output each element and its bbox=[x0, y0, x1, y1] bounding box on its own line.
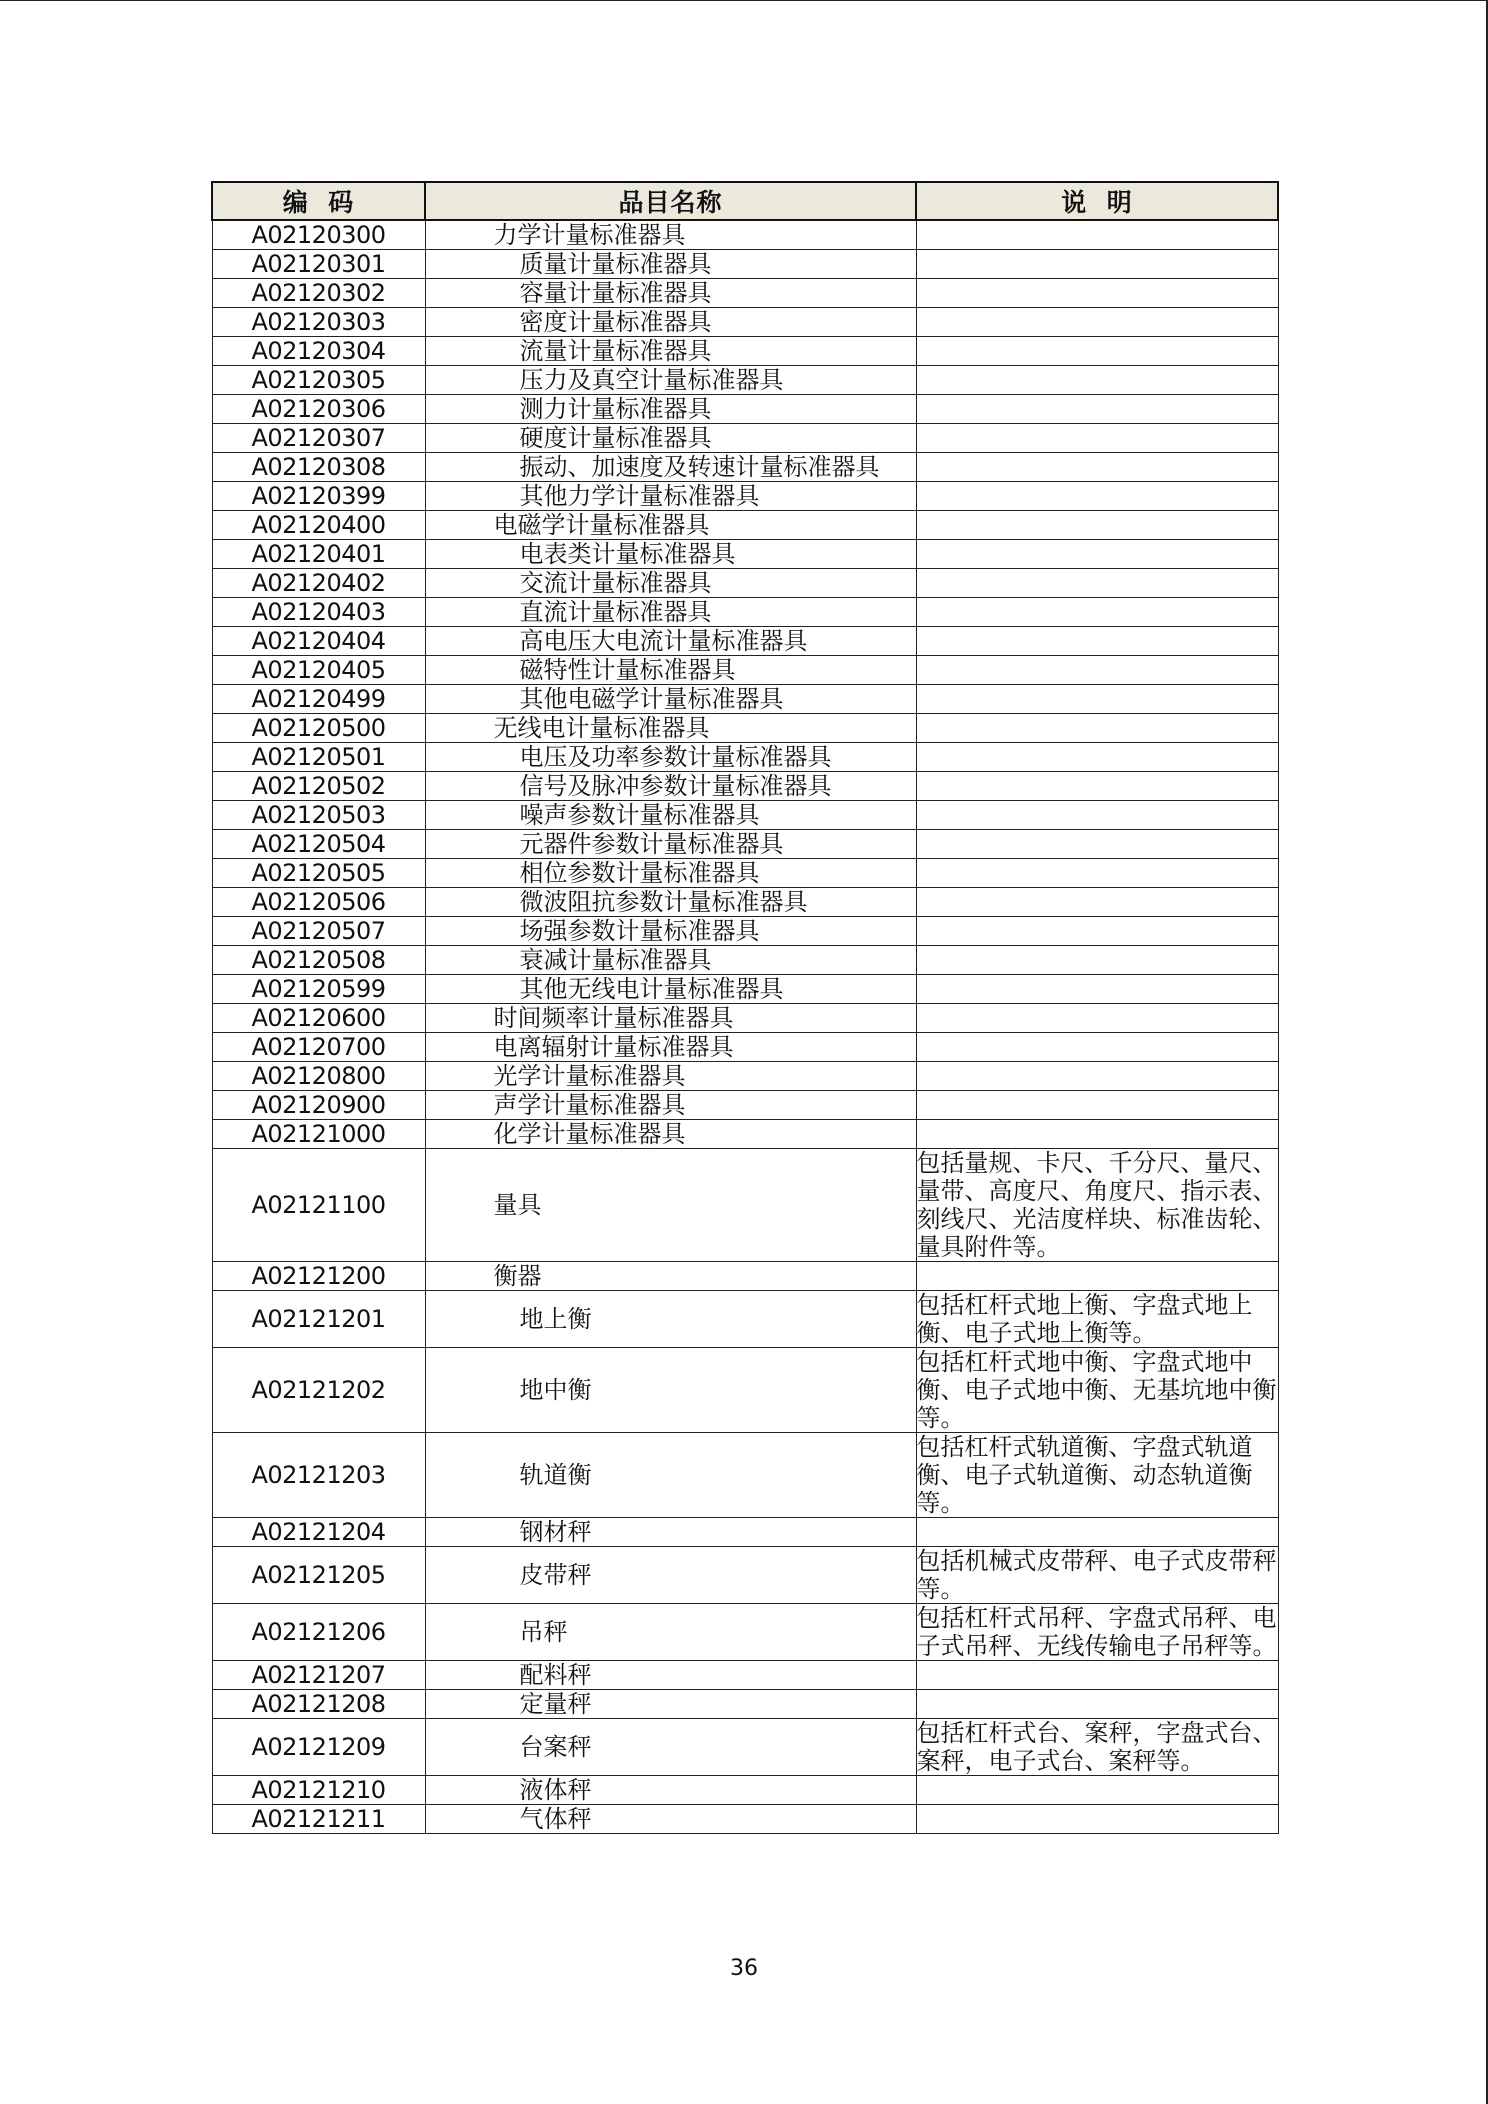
cell-name: 高电压大电流计量标准器具 bbox=[425, 627, 916, 656]
cell-name: 其他电磁学计量标准器具 bbox=[425, 685, 916, 714]
cell-name: 电表类计量标准器具 bbox=[425, 540, 916, 569]
cell-name: 无线电计量标准器具 bbox=[425, 714, 916, 743]
cell-name: 皮带秤 bbox=[425, 1547, 916, 1604]
cell-code: A02120303 bbox=[212, 308, 425, 337]
cell-desc bbox=[916, 917, 1278, 946]
table-row bbox=[212, 627, 1278, 656]
cell-name: 交流计量标准器具 bbox=[425, 569, 916, 598]
table-row bbox=[212, 1348, 1278, 1433]
table-row bbox=[212, 1149, 1278, 1262]
cell-desc bbox=[916, 569, 1278, 598]
header-code: 编 码 bbox=[212, 182, 425, 220]
cell-name: 其他力学计量标准器具 bbox=[425, 482, 916, 511]
cell-code: A02120502 bbox=[212, 772, 425, 801]
cell-desc: 包括机械式皮带秤、电子式皮带秤等。 bbox=[916, 1547, 1277, 1603]
cell-desc bbox=[916, 366, 1278, 395]
cell-name: 时间频率计量标准器具 bbox=[425, 1004, 916, 1033]
cell-name: 轨道衡 bbox=[425, 1433, 916, 1518]
cell-name: 信号及脉冲参数计量标准器具 bbox=[425, 772, 916, 801]
cell-code: A02120900 bbox=[212, 1091, 425, 1120]
cell-code: A02120499 bbox=[212, 685, 425, 714]
cell-desc: 包括杠杆式台、案秤，字盘式台、案秤，电子式台、案秤等。 bbox=[916, 1719, 1277, 1775]
cell-desc bbox=[916, 1518, 1278, 1547]
cell-desc bbox=[916, 511, 1278, 540]
table-row bbox=[212, 714, 1278, 743]
cell-name: 微波阻抗参数计量标准器具 bbox=[425, 888, 916, 917]
cell-name: 台案秤 bbox=[425, 1719, 916, 1776]
cell-desc bbox=[916, 453, 1278, 482]
cell-code: A02120300 bbox=[212, 220, 425, 250]
table-row bbox=[212, 1547, 1278, 1604]
cell-name: 密度计量标准器具 bbox=[425, 308, 916, 337]
cell-desc bbox=[916, 1120, 1278, 1149]
cell-code: A02120307 bbox=[212, 424, 425, 453]
cell-name: 量具 bbox=[425, 1149, 916, 1262]
cell-name: 压力及真空计量标准器具 bbox=[425, 366, 916, 395]
cell-code: A02121201 bbox=[212, 1291, 425, 1348]
table-row bbox=[212, 540, 1278, 569]
cell-code: A02120508 bbox=[212, 946, 425, 975]
table-row bbox=[212, 511, 1278, 540]
table-row bbox=[212, 453, 1278, 482]
cell-code: A02121204 bbox=[212, 1518, 425, 1547]
cell-desc bbox=[916, 1004, 1278, 1033]
cell-code: A02120301 bbox=[212, 250, 425, 279]
cell-desc bbox=[916, 1661, 1278, 1690]
table-row bbox=[212, 1120, 1278, 1149]
table-row bbox=[212, 772, 1278, 801]
table-row bbox=[212, 1690, 1278, 1719]
cell-name: 吊秤 bbox=[425, 1604, 916, 1661]
cell-desc bbox=[916, 598, 1278, 627]
cell-code: A02120404 bbox=[212, 627, 425, 656]
cell-code: A02120402 bbox=[212, 569, 425, 598]
table-row bbox=[212, 1604, 1278, 1661]
cell-desc bbox=[916, 1033, 1278, 1062]
cell-name: 配料秤 bbox=[425, 1661, 916, 1690]
cell-name: 地上衡 bbox=[425, 1291, 916, 1348]
cell-code: A02121202 bbox=[212, 1348, 425, 1433]
cell-desc: 包括杠杆式地中衡、字盘式地中衡、电子式地中衡、无基坑地中衡等。 bbox=[916, 1348, 1277, 1432]
cell-desc bbox=[916, 279, 1278, 308]
table-row bbox=[212, 1062, 1278, 1091]
cell-desc bbox=[916, 888, 1278, 917]
cell-desc: 包括杠杆式地上衡、字盘式地上衡、电子式地上衡等。 bbox=[916, 1291, 1278, 1348]
cell-desc bbox=[916, 395, 1278, 424]
cell-desc bbox=[916, 714, 1278, 743]
cell-name: 液体秤 bbox=[425, 1776, 916, 1805]
table-row bbox=[212, 250, 1278, 279]
cell-name: 地中衡 bbox=[425, 1348, 916, 1433]
cell-name: 其他无线电计量标准器具 bbox=[425, 975, 916, 1004]
cell-code: A02120505 bbox=[212, 859, 425, 888]
cell-name: 质量计量标准器具 bbox=[425, 250, 916, 279]
cell-name: 噪声参数计量标准器具 bbox=[425, 801, 916, 830]
cell-desc bbox=[916, 946, 1278, 975]
table-row bbox=[212, 888, 1278, 917]
table-row bbox=[212, 1719, 1278, 1776]
cell-code: A02121100 bbox=[212, 1149, 425, 1262]
cell-desc bbox=[916, 656, 1278, 685]
cell-desc bbox=[916, 337, 1278, 366]
cell-code: A02120302 bbox=[212, 279, 425, 308]
cell-desc bbox=[916, 1805, 1278, 1834]
cell-desc bbox=[916, 859, 1278, 888]
cell-name: 直流计量标准器具 bbox=[425, 598, 916, 627]
table-row bbox=[212, 1033, 1278, 1062]
table-row bbox=[212, 1004, 1278, 1033]
table-row bbox=[212, 308, 1278, 337]
cell-name: 气体秤 bbox=[425, 1805, 916, 1834]
table-row bbox=[212, 1805, 1278, 1834]
table-row bbox=[212, 685, 1278, 714]
cell-desc bbox=[916, 1690, 1278, 1719]
cell-desc bbox=[916, 830, 1278, 859]
cell-code: A02121203 bbox=[212, 1433, 425, 1518]
table-row bbox=[212, 1291, 1278, 1348]
cell-desc bbox=[916, 540, 1278, 569]
cell-name: 声学计量标准器具 bbox=[425, 1091, 916, 1120]
cell-code: A02120305 bbox=[212, 366, 425, 395]
cell-name: 磁特性计量标准器具 bbox=[425, 656, 916, 685]
cell-code: A02120405 bbox=[212, 656, 425, 685]
cell-code: A02120507 bbox=[212, 917, 425, 946]
table-row bbox=[212, 1262, 1278, 1291]
cell-code: A02121210 bbox=[212, 1776, 425, 1805]
cell-code: A02120401 bbox=[212, 540, 425, 569]
table-row bbox=[212, 569, 1278, 598]
table-row bbox=[212, 366, 1278, 395]
cell-code: A02120500 bbox=[212, 714, 425, 743]
cell-desc bbox=[916, 743, 1278, 772]
cell-code: A02121205 bbox=[212, 1547, 425, 1604]
table-row bbox=[212, 830, 1278, 859]
table-row bbox=[212, 482, 1278, 511]
cell-name: 定量秤 bbox=[425, 1690, 916, 1719]
cell-name: 电磁学计量标准器具 bbox=[425, 511, 916, 540]
cell-code: A02120308 bbox=[212, 453, 425, 482]
table-row bbox=[212, 1433, 1278, 1518]
table-row bbox=[212, 656, 1278, 685]
cell-code: A02120599 bbox=[212, 975, 425, 1004]
cell-desc: 包括杠杆式吊秤、字盘式吊秤、电子式吊秤、无线传输电子吊秤等。 bbox=[916, 1604, 1277, 1660]
table-row bbox=[212, 1661, 1278, 1690]
cell-desc bbox=[916, 220, 1278, 250]
cell-code: A02120503 bbox=[212, 801, 425, 830]
cell-desc bbox=[916, 1262, 1278, 1291]
header-name: 品目名称 bbox=[425, 182, 916, 220]
cell-desc bbox=[916, 685, 1278, 714]
table-row bbox=[212, 743, 1278, 772]
cell-name: 相位参数计量标准器具 bbox=[425, 859, 916, 888]
table-row bbox=[212, 975, 1278, 1004]
cell-code: A02121206 bbox=[212, 1604, 425, 1661]
cell-desc bbox=[916, 627, 1278, 656]
header-desc: 说 明 bbox=[916, 182, 1278, 220]
cell-code: A02120403 bbox=[212, 598, 425, 627]
cell-code: A02120504 bbox=[212, 830, 425, 859]
table-row bbox=[212, 598, 1278, 627]
catalog-table bbox=[211, 181, 1279, 1834]
cell-name: 场强参数计量标准器具 bbox=[425, 917, 916, 946]
table-row bbox=[212, 801, 1278, 830]
cell-name: 衡器 bbox=[425, 1262, 916, 1291]
cell-desc: 包括杠杆式轨道衡、字盘式轨道衡、电子式轨道衡、动态轨道衡等。 bbox=[916, 1433, 1278, 1518]
table-row bbox=[212, 1518, 1278, 1547]
cell-code: A02121211 bbox=[212, 1805, 425, 1834]
cell-code: A02120400 bbox=[212, 511, 425, 540]
table-row bbox=[212, 424, 1278, 453]
cell-name: 光学计量标准器具 bbox=[425, 1062, 916, 1091]
cell-code: A02121208 bbox=[212, 1690, 425, 1719]
cell-name: 流量计量标准器具 bbox=[425, 337, 916, 366]
cell-code: A02121207 bbox=[212, 1661, 425, 1690]
cell-desc bbox=[916, 308, 1278, 337]
cell-name: 硬度计量标准器具 bbox=[425, 424, 916, 453]
table-body bbox=[212, 220, 1278, 1834]
cell-name: 钢材秤 bbox=[425, 1518, 916, 1547]
cell-desc bbox=[916, 801, 1278, 830]
cell-name: 衰减计量标准器具 bbox=[425, 946, 916, 975]
table-row bbox=[212, 946, 1278, 975]
cell-desc bbox=[916, 482, 1278, 511]
table-header bbox=[212, 182, 1278, 220]
cell-code: A02120501 bbox=[212, 743, 425, 772]
cell-desc bbox=[916, 975, 1278, 1004]
page-number: 36 bbox=[730, 1956, 758, 1981]
table-row bbox=[212, 279, 1278, 308]
cell-desc: 包括量规、卡尺、千分尺、量尺、量带、高度尺、角度尺、指示表、刻线尺、光洁度样块、标准齿轮、量具附件等。 bbox=[916, 1149, 1277, 1261]
cell-name: 电离辐射计量标准器具 bbox=[425, 1033, 916, 1062]
table-row bbox=[212, 859, 1278, 888]
cell-name: 力学计量标准器具 bbox=[425, 220, 916, 250]
cell-desc bbox=[916, 1776, 1278, 1805]
cell-name: 电压及功率参数计量标准器具 bbox=[425, 743, 916, 772]
cell-name: 容量计量标准器具 bbox=[425, 279, 916, 308]
cell-code: A02120800 bbox=[212, 1062, 425, 1091]
cell-code: A02120304 bbox=[212, 337, 425, 366]
cell-code: A02121209 bbox=[212, 1719, 425, 1776]
table-row bbox=[212, 395, 1278, 424]
cell-code: A02121200 bbox=[212, 1262, 425, 1291]
table-row bbox=[212, 220, 1278, 250]
cell-desc bbox=[916, 250, 1278, 279]
table-row bbox=[212, 917, 1278, 946]
cell-code: A02120600 bbox=[212, 1004, 425, 1033]
cell-desc bbox=[916, 1062, 1278, 1091]
cell-code: A02120506 bbox=[212, 888, 425, 917]
cell-code: A02120399 bbox=[212, 482, 425, 511]
cell-name: 元器件参数计量标准器具 bbox=[425, 830, 916, 859]
cell-code: A02120306 bbox=[212, 395, 425, 424]
cell-code: A02120700 bbox=[212, 1033, 425, 1062]
cell-desc bbox=[916, 1091, 1278, 1120]
table-row bbox=[212, 1776, 1278, 1805]
table-row bbox=[212, 1091, 1278, 1120]
cell-desc bbox=[916, 424, 1278, 453]
cell-desc bbox=[916, 772, 1278, 801]
page-top-border bbox=[0, 0, 1488, 1]
cell-name: 测力计量标准器具 bbox=[425, 395, 916, 424]
cell-name: 振动、加速度及转速计量标准器具 bbox=[425, 453, 916, 482]
cell-code: A02121000 bbox=[212, 1120, 425, 1149]
table-row bbox=[212, 337, 1278, 366]
cell-name: 化学计量标准器具 bbox=[425, 1120, 916, 1149]
header-row bbox=[212, 182, 1278, 220]
